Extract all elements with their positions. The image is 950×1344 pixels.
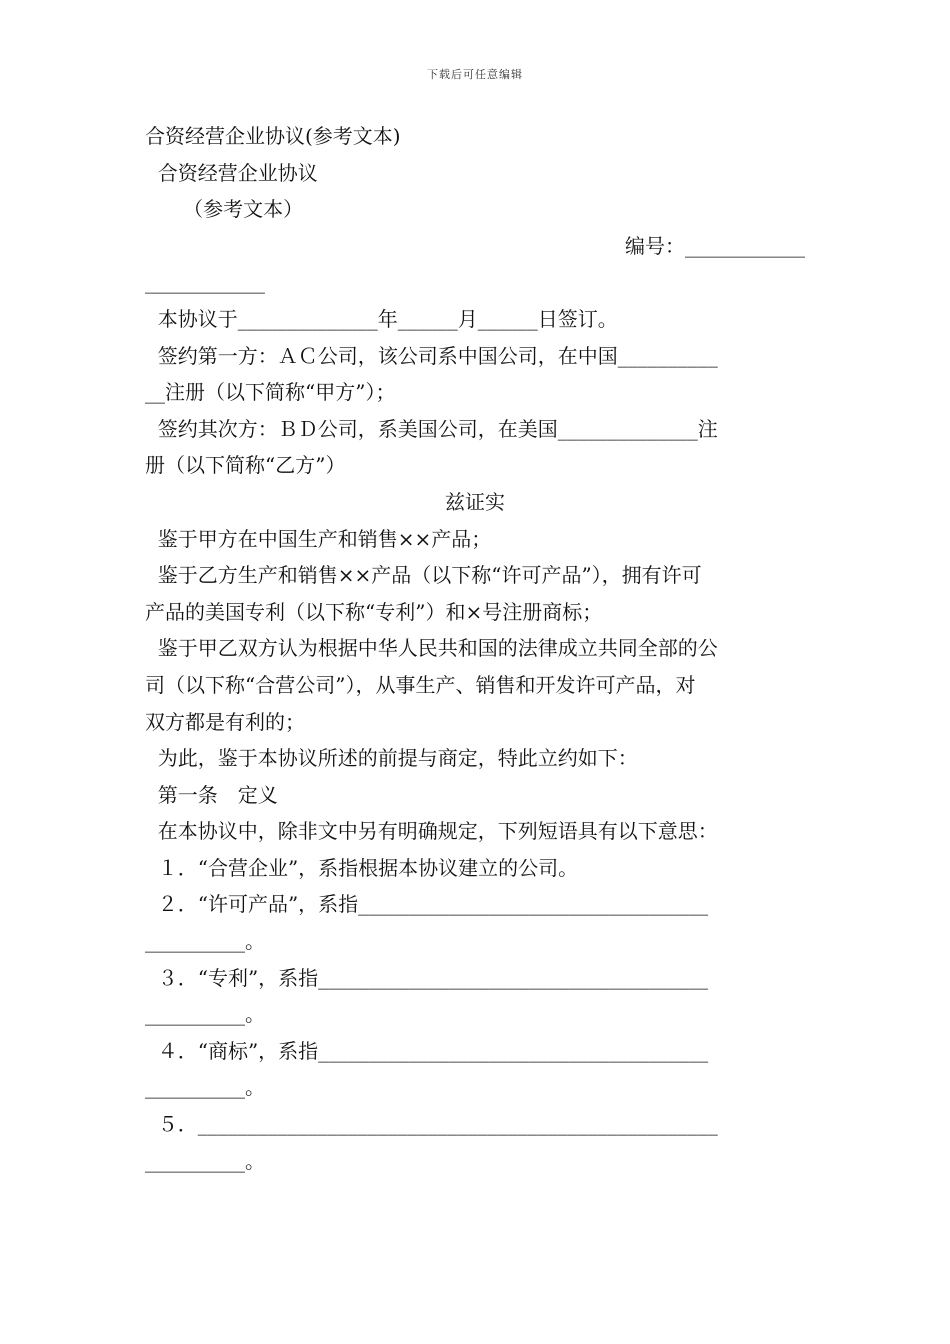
party-a-line-2: __注册（以下简称“甲方”）； — [145, 380, 396, 405]
party-b-line-1: 签约其次方：ＢＤ公司，系美国公司，在美国______________注 — [145, 416, 718, 441]
whereas-clause-1: 鉴于甲方在中国生产和销售××产品； — [145, 526, 492, 551]
signing-date: 本协议于______________年______月______日签订。 — [145, 306, 618, 331]
definition-2-line-2: __________。 — [145, 929, 265, 954]
definition-4-line-1: ４．“商标”，系指_______________________________________ — [145, 1038, 709, 1063]
witness-heading: 兹证实 — [445, 489, 505, 514]
definition-5-line-2: __________。 — [145, 1148, 265, 1173]
document-subtitle: 合资经营企业协议 — [145, 160, 318, 185]
party-b-line-2: 册（以下简称“乙方”） — [145, 453, 346, 478]
document-subtitle-reference: （参考文本） — [145, 197, 304, 222]
definition-5-line-1: ５．____________________________________________________ — [145, 1112, 718, 1137]
party-a-line-1: 签约第一方：ＡＣ公司，该公司系中国公司，在中国__________ — [145, 343, 718, 368]
definition-1: １．“合营企业”，系指根据本协议建立的公司。 — [145, 855, 579, 880]
header-note: 下载后可任意编辑 — [427, 68, 523, 81]
article-1-intro: 在本协议中，除非文中另有明确规定，下列短语具有以下意思： — [145, 819, 718, 844]
whereas-clause-3-line-1: 鉴于甲乙双方认为根据中华人民共和国的法律成立共同全部的公 — [145, 636, 718, 661]
definition-3-line-1: ３．“专利”，系指_______________________________________ — [145, 965, 709, 990]
contract-number: 编号：____________ — [625, 233, 805, 258]
whereas-clause-2-line-1: 鉴于乙方生产和销售××产品（以下称“许可产品”），拥有许可 — [145, 563, 702, 588]
article-1-title: 第一条 定义 — [145, 782, 278, 807]
agreement-intro: 为此，鉴于本协议所述的前提与商定，特此立约如下： — [145, 746, 638, 771]
document-body — [145, 118, 805, 1179]
whereas-clause-3-line-2: 司（以下称“合营公司”），从事生产、销售和开发许可产品，对 — [145, 672, 696, 697]
definition-2-line-1: ２．“许可产品”，系指___________________________________ — [145, 892, 709, 917]
document-title: 合资经营企业协议(参考文本) — [145, 124, 401, 148]
whereas-clause-3-line-3: 双方都是有利的； — [145, 709, 305, 734]
contract-number-continued: ____________ — [145, 270, 265, 295]
definition-3-line-2: __________。 — [145, 1002, 265, 1027]
whereas-clause-2-line-2: 产品的美国专利（以下称“专利”）和×号注册商标； — [145, 599, 603, 624]
definition-4-line-2: __________。 — [145, 1075, 265, 1100]
